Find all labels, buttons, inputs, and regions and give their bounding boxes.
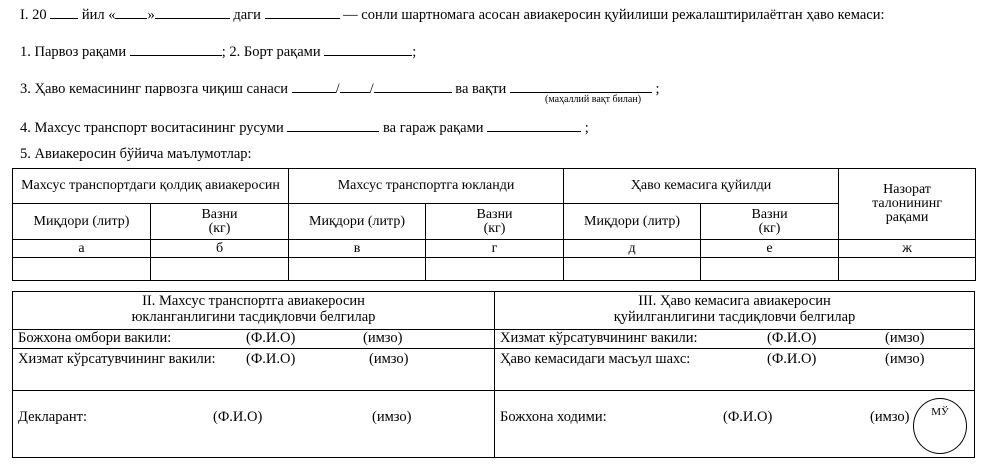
divider	[13, 348, 494, 349]
garage-number-label: ва гараж рақами	[383, 120, 484, 136]
table-cell-input[interactable]	[289, 258, 426, 281]
local-time-note: (маҳаллий вақт билан)	[545, 94, 642, 105]
line-end: ;	[655, 81, 660, 97]
year-field[interactable]	[50, 6, 78, 19]
header-control-ticket-number: Назорат талонининг рақами	[839, 169, 976, 240]
date-slash: /	[335, 81, 340, 97]
flight-number-label: 1. Парвоз рақами	[20, 44, 127, 60]
col-letter: г	[426, 240, 564, 258]
kerosene-info-line	[20, 146, 252, 163]
section-iii-box	[494, 291, 975, 458]
divider	[495, 348, 974, 349]
contract-number-field[interactable]	[265, 6, 340, 19]
table-cell-input[interactable]	[13, 258, 151, 281]
flight-number-line	[20, 43, 416, 61]
header-year-suffix: йил «	[81, 7, 116, 23]
flight-number-field[interactable]	[130, 43, 222, 56]
section-iii-title: III. Ҳаво кемасига авиакеросин қуйилганлигини тасдиқловчи белгилар	[613, 293, 856, 325]
header-quote-close: »	[147, 7, 155, 23]
date-slash: /	[369, 81, 374, 97]
stamp-label: МЎ	[931, 406, 949, 418]
departure-year-field[interactable]	[374, 80, 452, 93]
fio-label: (Ф.И.О)	[767, 330, 817, 346]
table-cell-input[interactable]	[839, 258, 976, 281]
col-letter: д	[564, 240, 701, 258]
col-letter: ж	[839, 240, 976, 258]
departure-date-label: 3. Ҳаво кемасининг парвозга чиқиш санаси	[20, 81, 288, 97]
fio-label: (Ф.И.О)	[213, 409, 263, 425]
header-fueled-to-aircraft: Ҳаво кемасига қуйилди	[564, 169, 839, 204]
col-weight: Вазни (кг)	[151, 204, 289, 240]
divider	[495, 390, 974, 391]
day-field[interactable]	[115, 6, 147, 19]
col-quantity: Миқдори (литр)	[13, 204, 151, 240]
sign-label: (имзо)	[870, 409, 910, 425]
sign-label: (имзо)	[372, 409, 412, 425]
section-ii-title: II. Махсус транспортга авиакеросин юкланганлигини тасдиқловчи белгилар	[131, 293, 376, 325]
responsible-person-label: Ҳаво кемасидаги масъул шахс:	[500, 351, 691, 367]
col-weight: Вазни (кг)	[701, 204, 839, 240]
header-year-prefix: I. 20	[20, 7, 47, 23]
departure-time-field[interactable]	[510, 80, 652, 93]
customs-officer-label: Божхона ходими:	[500, 409, 607, 425]
divider	[13, 390, 494, 391]
fio-label: (Ф.И.О)	[767, 351, 817, 367]
line-end: ;	[584, 120, 589, 136]
table-cell-input[interactable]	[564, 258, 701, 281]
sign-label: (имзо)	[885, 330, 925, 346]
table-cell-input[interactable]	[701, 258, 839, 281]
customs-warehouse-label: Божхона омбори вакили:	[18, 330, 172, 346]
col-letter: а	[13, 240, 151, 258]
declarant-label: Декларант:	[18, 409, 88, 425]
header-text: — сонли шартномага асосан авиакеросин қуйилиши режалаштирилаётган ҳаво кемаси:	[343, 7, 885, 23]
table-cell-input[interactable]	[426, 258, 564, 281]
kerosene-info-label: 5. Авиакеросин бўйича маълумотлар:	[20, 146, 252, 162]
table-cell-input[interactable]	[151, 258, 289, 281]
col-quantity: Миқдори (литр)	[289, 204, 426, 240]
sign-label: (имзо)	[369, 351, 409, 367]
month-field[interactable]	[155, 6, 230, 19]
vehicle-line	[20, 119, 589, 137]
kerosene-table	[12, 168, 976, 281]
section-ii-box	[12, 291, 495, 458]
sign-label: (имзо)	[885, 351, 925, 367]
departure-day-field[interactable]	[292, 80, 336, 93]
service-provider-label: Хизмат кўрсатувчининг вакили:	[18, 351, 216, 367]
header-residual-kerosene: Махсус транспортдаги қолдиқ авиакеросин	[13, 169, 289, 204]
vehicle-model-field[interactable]	[287, 119, 379, 132]
fio-label: (Ф.И.О)	[246, 351, 296, 367]
vehicle-model-label: 4. Махсус транспорт воситасининг русуми	[20, 120, 284, 136]
departure-month-field[interactable]	[340, 80, 370, 93]
col-weight: Вазни (кг)	[426, 204, 564, 240]
board-number-field[interactable]	[324, 43, 412, 56]
header-line	[20, 6, 884, 24]
service-provider-label: Хизмат кўрсатувчининг вакили:	[500, 330, 698, 346]
line-end: ;	[412, 44, 417, 60]
board-number-label: ; 2. Борт рақами	[221, 44, 321, 60]
col-quantity: Миқдори (литр)	[564, 204, 701, 240]
fio-label: (Ф.И.О)	[723, 409, 773, 425]
col-letter: б	[151, 240, 289, 258]
departure-time-label: ва вақти	[455, 81, 507, 97]
sign-label: (имзо)	[363, 330, 403, 346]
col-letter: е	[701, 240, 839, 258]
header-dagi: даги	[233, 7, 261, 23]
garage-number-field[interactable]	[487, 119, 581, 132]
header-loaded-to-transport: Махсус транспортга юкланди	[289, 169, 564, 204]
stamp-circle	[913, 398, 967, 454]
fio-label: (Ф.И.О)	[246, 330, 296, 346]
col-letter: в	[289, 240, 426, 258]
